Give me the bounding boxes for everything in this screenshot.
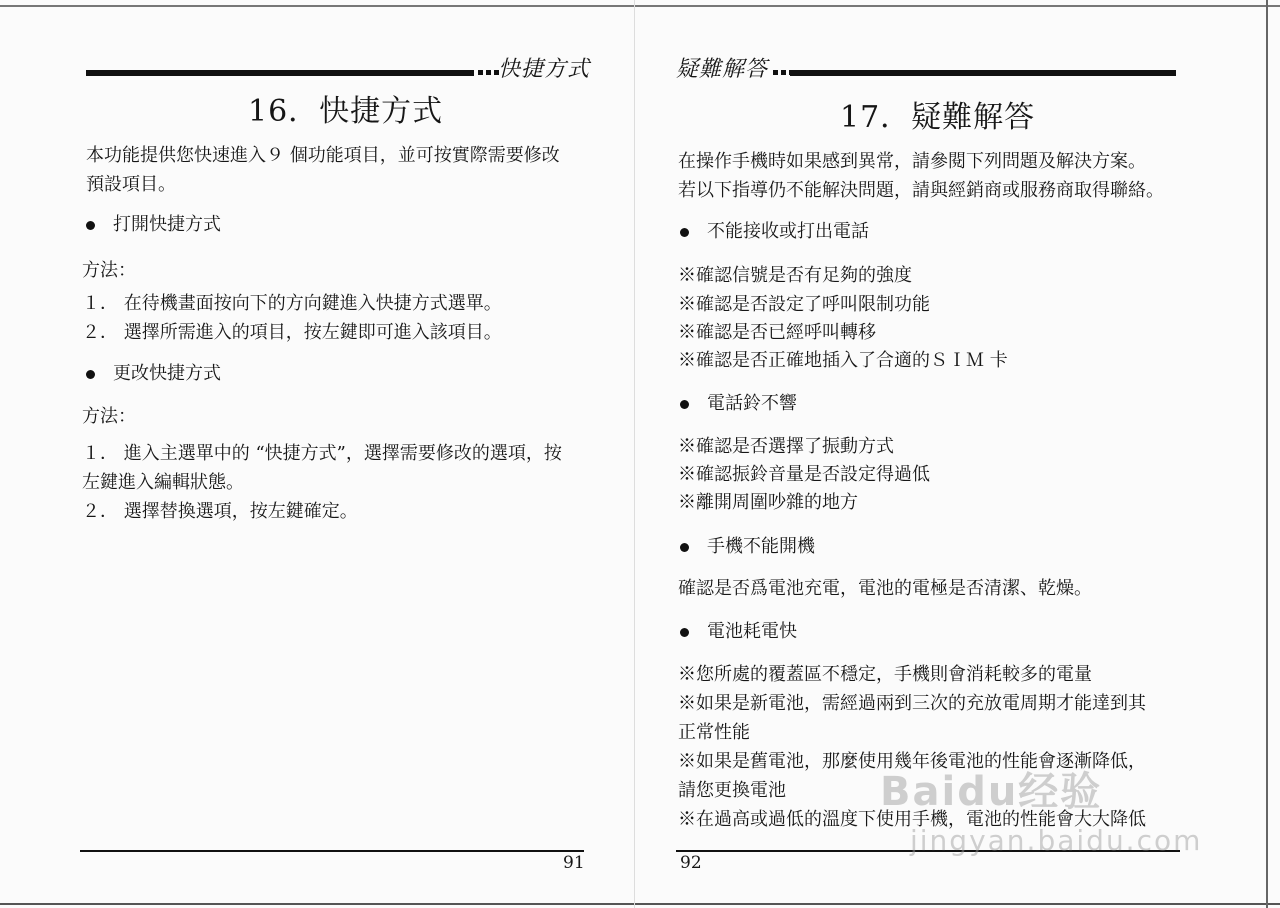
bullet-icon (86, 370, 95, 379)
intro-line: 在操作手機時如果感到異常，請參閱下列問題及解決方案。 (678, 151, 1146, 172)
section-heading-text: 不能接收或打出電話 (707, 221, 869, 242)
faq-line: ※離開周圍吵雜的地方 (678, 492, 858, 513)
chapter-title: 16．快捷方式 (248, 94, 444, 129)
header-rule (86, 70, 474, 76)
faq-line: ※確認是否選擇了振動方式 (678, 436, 894, 457)
page-number: 92 (680, 853, 702, 873)
left-page (0, 0, 636, 908)
section-heading (680, 392, 797, 416)
step-line: １． 在待機畫面按向下的方向鍵進入快捷方式選單。 (82, 293, 502, 314)
method-label: 方法： (82, 406, 136, 427)
bullet-icon (680, 543, 689, 552)
running-header: 疑難解答 (676, 57, 769, 82)
section-heading (86, 213, 221, 237)
section-heading (86, 362, 221, 386)
faq-line: ※如果是新電池，需經過兩到三次的充放電周期才能達到其 (678, 693, 1146, 714)
running-header: 快捷方式 (498, 57, 591, 82)
page-number: 91 (563, 853, 585, 873)
header-rule-dots (478, 70, 499, 75)
scan-edge-right (1266, 0, 1268, 908)
section-heading (680, 220, 869, 244)
intro-line: 若以下指導仍不能解決問題，請與經銷商或服務商取得聯絡。 (678, 180, 1164, 201)
faq-line: 正常性能 (678, 722, 750, 743)
intro-line: 本功能提供您快速進入９ 個功能項目，並可按實際需要修改 (86, 145, 560, 166)
bullet-icon (680, 228, 689, 237)
faq-line: ※確認是否設定了呼叫限制功能 (678, 294, 930, 315)
watermark-url: jingyan.baidu.com (910, 824, 1203, 857)
section-heading (680, 620, 797, 644)
bullet-icon (86, 221, 95, 230)
faq-line: ※確認信號是否有足夠的強度 (678, 265, 912, 286)
step-line: １． 進入主選單中的 “快捷方式”，選擇需要修改的選項，按 (82, 443, 562, 464)
section-heading (680, 535, 815, 559)
section-heading-text: 打開快捷方式 (113, 214, 221, 235)
method-label: 方法： (82, 260, 136, 281)
header-rule (790, 70, 1176, 76)
section-heading-text: 電池耗電快 (707, 621, 797, 642)
chapter-title: 17．疑難解答 (840, 100, 1036, 135)
bullet-icon (680, 628, 689, 637)
footer-rule (676, 850, 1180, 852)
intro-line: 預設項目。 (86, 174, 176, 195)
step-line: 左鍵進入編輯狀態。 (82, 472, 244, 493)
footer-rule (80, 850, 584, 852)
faq-line: ※確認是否正確地插入了合適的ＳＩＭ 卡 (678, 350, 1008, 371)
step-line: ２． 選擇替換選項，按左鍵確定。 (82, 501, 358, 522)
faq-line: ※在過高或過低的溫度下使用手機，電池的性能會大大降低 (678, 809, 1146, 830)
faq-line: ※確認振鈴音量是否設定得過低 (678, 464, 930, 485)
bullet-icon (680, 400, 689, 409)
faq-line: ※如果是舊電池，那麼使用幾年後電池的性能會逐漸降低， (678, 751, 1146, 772)
section-heading-text: 電話鈴不響 (707, 393, 797, 414)
faq-line: 請您更換電池 (678, 780, 786, 801)
section-heading-text: 更改快捷方式 (113, 363, 221, 384)
section-heading-text: 手機不能開機 (707, 536, 815, 557)
watermark-logo: Baidu经验 (880, 769, 1103, 815)
step-line: ２． 選擇所需進入的項目，按左鍵即可進入該項目。 (82, 322, 502, 343)
faq-line: ※確認是否已經呼叫轉移 (678, 322, 876, 343)
faq-line: ※您所處的覆蓋區不穩定，手機則會消耗較多的電量 (678, 664, 1092, 685)
faq-line: 確認是否爲電池充電，電池的電極是否清潔、乾燥。 (678, 578, 1092, 599)
right-page (636, 0, 1266, 908)
